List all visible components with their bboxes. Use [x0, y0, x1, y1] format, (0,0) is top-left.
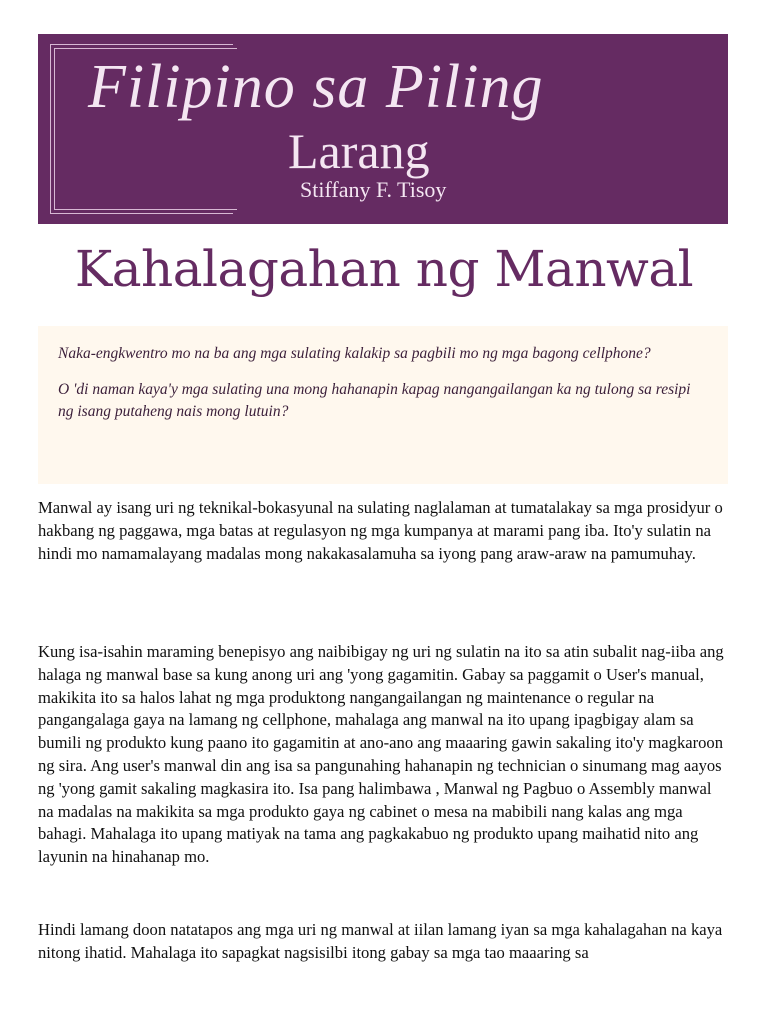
body-paragraph-2: Kung isa-isahin maraming benepisyo ang naibibigay ng uri ng sulatin na ito sa atin subalit nag-iiba ang halaga ng manwal base sa kung anong uri ang 'yong gagamitin. Gabay sa paggamit o User's manual, makikita ito sa halos lahat ng mga produktong nangangailangan ng maintenance o regular na pangangalaga gaya na lamang ng cellphone, mahalaga ang manwal na ito upang ipagbigay alam sa bumili ng produkto kung paano ito gagamitin at ano-ano ang maaaring gawin sakaling ito'y magkaroon ng sira. Ang user's manwal din ang isa sa pangunahing hahanapin ng technician o sinumang mag aayos ng 'yong gamit sakaling magkasira ito. Isa pang halimbawa , Manwal ng Pagbuo o Assembly manwal na madalas na makikita sa mga produkto gaya ng cabinet o mesa na mabibili nang kalas ang mga bahagi. Mahalaga ito upang matiyak na tama ang pagkakabuo ng produkto upang maihatid nito ang layunin na hinahanap mo. [38, 642, 724, 867]
intro-callout-box [38, 326, 728, 484]
page-title: Kahalagahan ng Manwal [74, 240, 694, 298]
banner-author: Stiffany F. Tisoy [300, 177, 447, 202]
banner-title-continued: Larang [288, 123, 430, 179]
header-banner [38, 34, 728, 224]
body-paragraph-1: Manwal ay isang uri ng teknikal-bokasyunal na sulating naglalaman at tumatalakay sa mga prosidyur o hakbang ng paggawa, mga batas at regulasyon ng mga kumpanya at marami pang iba. Ito'y sulatin na hindi mo namamalayang madalas mong nakakasalamuha sa iyong pang araw-araw na pamumuhay. [38, 498, 723, 563]
callout-question-2: O 'di naman kaya'y mga sulating una mong hahanapin kapag nangangailangan ka ng tulong sa resipi ng isang putaheng nais mong lutuin? [58, 381, 691, 420]
body-paragraph-3: Hindi lamang doon natatapos ang mga uri ng manwal at iilan lamang iyan sa mga kahalagahan na kaya nitong ihatid. Mahalaga ito sapagkat nagsisilbi itong gabay sa mga tao maaaring sa [38, 920, 723, 962]
callout-question-1: Naka-engkwentro mo na ba ang mga sulating kalakip sa pagbili mo ng mga bagong cellphone? [58, 345, 651, 362]
banner-title: Filipino sa Piling [88, 53, 544, 121]
